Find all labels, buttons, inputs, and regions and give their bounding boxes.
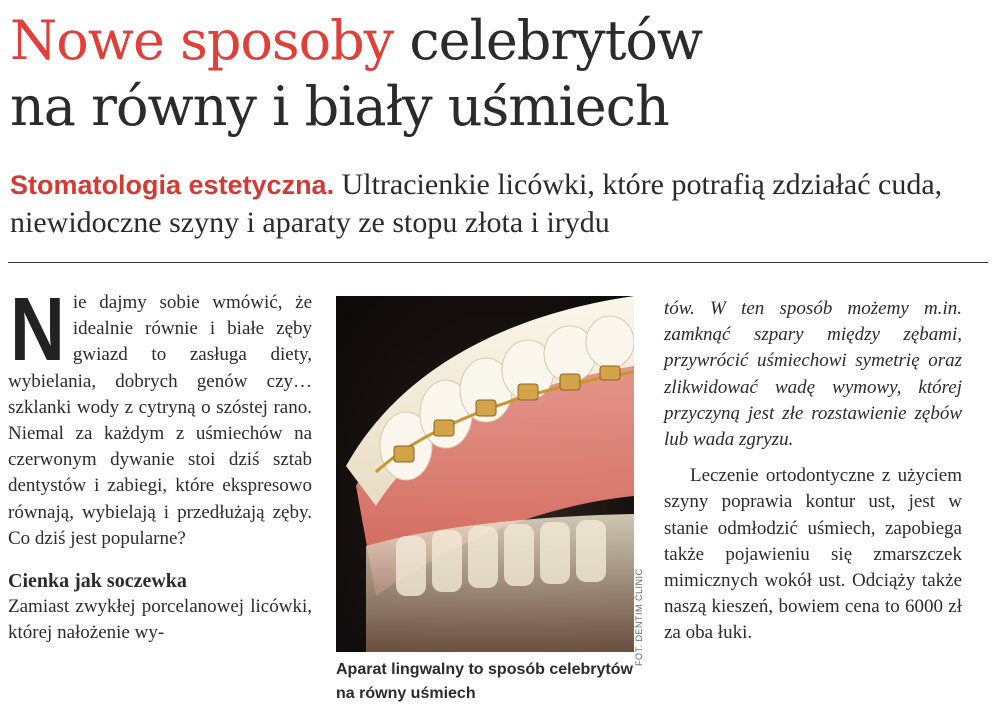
photo-credit: FOT. DENTIM CLINIC [634,568,644,666]
header-divider [8,262,988,263]
intro-text: ie dajmy sobie wmówić, że idealnie równie i białe zęby gwiazd to zasługa diety, wybielania, dobrych genów czy… szklanki wody z cytryną o szóstej rano. Niemal za każdym z uśmiechów na czerwonym dywanie stoi dziś sztab dentystów i zabiegi, które ekspresowo równają, wybielają i przedłużają zęby. Co dziś jest popularne? [8,292,312,549]
headline-accent: Nowe sposoby [10,9,394,72]
left-column [8,279,312,646]
headline-line2: na równy i biały uśmiech [10,75,669,138]
article-subhead [10,166,990,242]
right-column [664,296,962,647]
orthodontic-paragraph: Leczenie ortodontyczne z użyciem szyny poprawia kontur ust, jest w stanie odmłodzić uśmiech, zapobiega także pojawieniu się zmarszczek mimicznych wokół ust. Odciąży także naszą kieszeń, bowiem cena to 6000 zł za oba łuki. [664,465,962,644]
dropcap: N [10,279,65,381]
subhead-text: Ultracienkie licówki, które potrafią zdziałać cuda, niewidoczne szyny i aparaty ze stopu złota i irydu [10,168,943,239]
article-headline [10,8,990,140]
subhead-kicker: Stomatologia estetyczna. [10,170,335,200]
article-photo [336,296,634,652]
headline-line1-rest: celebrytów [409,9,703,72]
section-heading: Cienka jak soczewka [8,570,187,593]
quote-paragraph: tów. W ten sposób możemy m.in. zamknąć szpary między zębami, przywrócić uśmiechowi symetrię oraz zlikwidować wadę wymowy, której przyczyną jest złe rozstawienie zębów lub wada zgryzu. [664,298,962,451]
intro-paragraph [8,279,312,552]
section-text: Zamiast zwykłej porcelanowej licówki, której nałożenie wy- [8,596,312,644]
photo-caption: Aparat lingwalny to sposób celebrytów na równy uśmiech [336,661,633,702]
braces-illustration [336,296,634,652]
